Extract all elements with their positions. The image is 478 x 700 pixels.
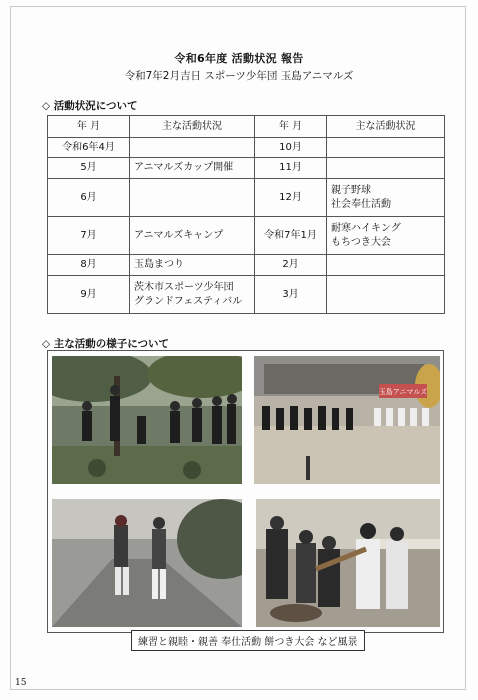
month-cell: 7月 — [48, 217, 130, 255]
tree-climbing-image — [52, 356, 242, 484]
activity-cell — [327, 158, 445, 179]
month-cell: 6月 — [48, 179, 130, 217]
activity-cell — [327, 255, 445, 276]
activity-cell: アニマルズカップ開催 — [130, 158, 255, 179]
month-cell: 5月 — [48, 158, 130, 179]
photo-caption: 練習と親睦・親善 奉仕活動 餅つき大会 など風景 — [131, 630, 365, 651]
activity-cell: アニマルズキャンプ — [130, 217, 255, 255]
section-photos-heading: ◇ 主な活動の様子について — [42, 338, 170, 350]
activity-cell: 茨木市スポーツ少年団 グランドフェスティバル — [130, 276, 255, 314]
photo-banner-gathering — [254, 356, 440, 484]
table-header-row — [48, 116, 445, 138]
month-cell: 11月 — [255, 158, 327, 179]
two-players-image — [52, 499, 242, 627]
activity-cell — [327, 276, 445, 314]
table-row — [48, 276, 445, 314]
activity-cell — [327, 138, 445, 158]
table-row — [48, 138, 445, 158]
report-title: 令和6年度 活動状況 報告 — [174, 52, 304, 65]
photo-two-players — [52, 499, 242, 627]
month-cell: 3月 — [255, 276, 327, 314]
col-header-activity-right: 主な活動状況 — [327, 116, 445, 138]
section-activity-status-heading: ◇ 活動状況について — [42, 100, 138, 112]
month-cell: 令和6年4月 — [48, 138, 130, 158]
col-header-month-right: 年 月 — [255, 116, 327, 138]
col-header-month-left: 年 月 — [48, 116, 130, 138]
activity-cell: 玉島まつり — [130, 255, 255, 276]
table-row — [48, 255, 445, 276]
photo-tree-climbing — [52, 356, 242, 484]
month-cell: 12月 — [255, 179, 327, 217]
page-number: 15 — [15, 678, 27, 688]
table-row — [48, 158, 445, 179]
activity-cell: 耐寒ハイキング もちつき大会 — [327, 217, 445, 255]
activity-cell — [130, 179, 255, 217]
mochitsuki-image — [256, 499, 440, 627]
photo-mochitsuki — [256, 499, 440, 627]
month-cell: 2月 — [255, 255, 327, 276]
banner-text: 玉島アニマルズ — [378, 388, 428, 396]
report-subtitle: 令和7年2月吉日 スポーツ少年団 玉島アニマルズ — [124, 70, 354, 82]
month-cell: 10月 — [255, 138, 327, 158]
month-cell: 9月 — [48, 276, 130, 314]
month-cell: 8月 — [48, 255, 130, 276]
month-cell: 令和7年1月 — [255, 217, 327, 255]
activity-cell: 親子野球 社会奉仕活動 — [327, 179, 445, 217]
table-row — [48, 179, 445, 217]
col-header-activity-left: 主な活動状況 — [130, 116, 255, 138]
activity-schedule-table — [47, 115, 445, 314]
activity-cell — [130, 138, 255, 158]
table-row — [48, 217, 445, 255]
banner-gathering-image — [254, 356, 440, 484]
